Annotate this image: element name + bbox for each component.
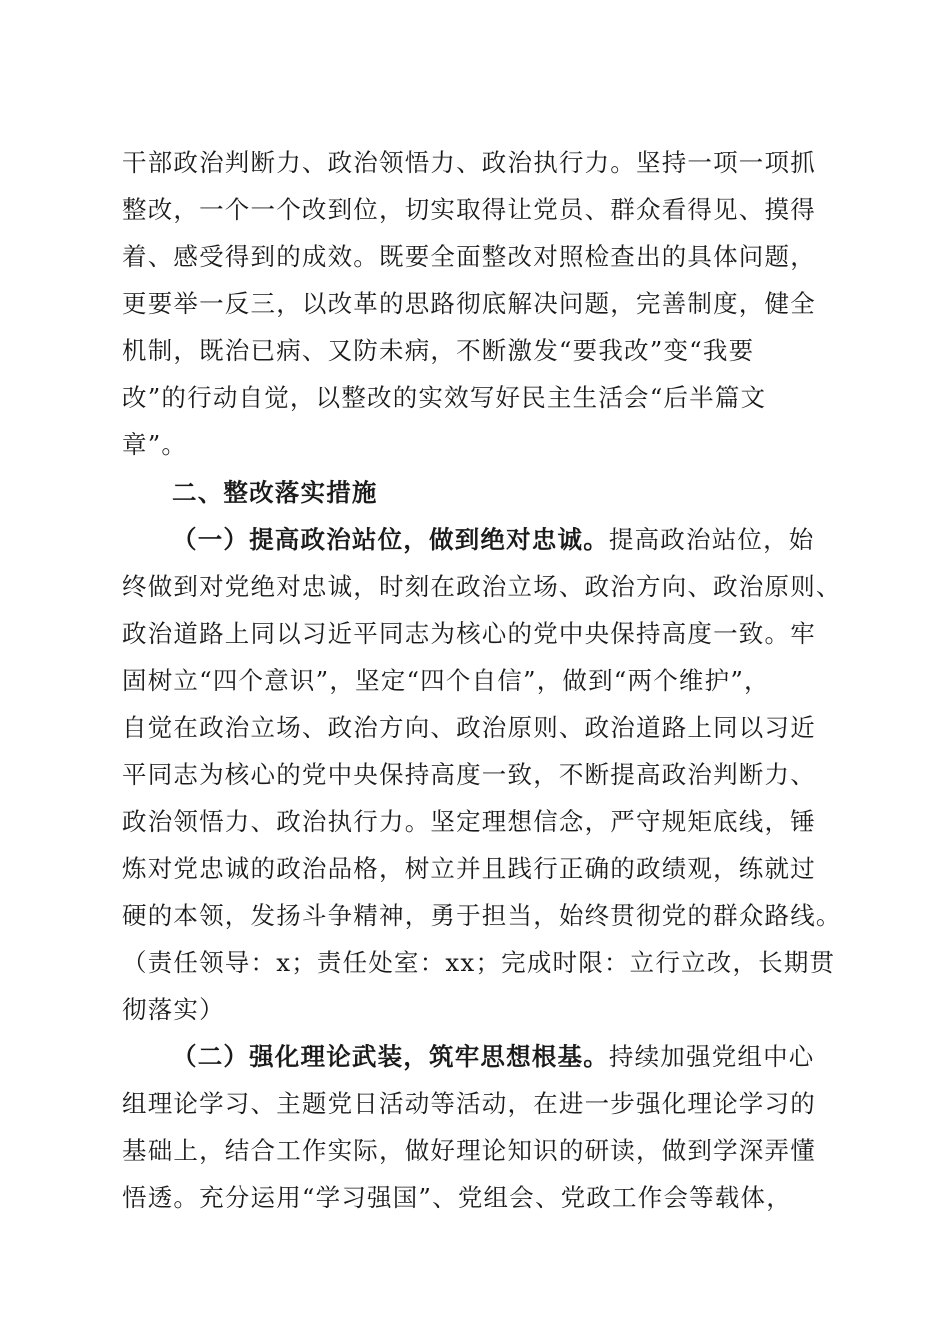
paragraph-line: 组理论学习、主题党日活动等活动，在进一步强化理论学习的 <box>122 1089 816 1118</box>
paragraph-line: 炼对党忠诚的政治品格，树立并且践行正确的政绩观，练就过 <box>122 854 816 883</box>
paragraph-line: 政治领悟力、政治执行力。坚定理想信念，严守规矩底线，锤 <box>122 807 816 836</box>
paragraph-line: 章”。 <box>122 430 188 459</box>
paragraph-line: 改”的行动自觉，以整改的实效写好民主生活会“后半篇文 <box>122 383 767 412</box>
paragraph-line: 机制，既治已病、又防未病，不断激发“要我改”变“我要 <box>122 336 755 365</box>
paragraph-line: 着、感受得到的成效。既要全面整改对照检查出的具体问题， <box>122 242 816 271</box>
paragraph-line: 更要举一反三，以改革的思路彻底解决问题，完善制度，健全 <box>122 289 816 318</box>
paragraph-line: 悟透。充分运用“学习强国”、党组会、党政工作会等载体， <box>122 1183 792 1212</box>
paragraph-line: 彻落实） <box>122 995 225 1024</box>
paragraph-line: 终做到对党绝对忠诚，时刻在政治立场、政治方向、政治原则、 <box>122 572 842 601</box>
item-title: （二）强化理论武装，筑牢思想根基。 <box>172 1042 609 1071</box>
item-first-line-text: 提高政治站位，始 <box>608 525 815 554</box>
paragraph-line: 整改，一个一个改到位，切实取得让党员、群众看得见、摸得 <box>122 195 816 224</box>
item-first-line <box>172 516 892 564</box>
paragraph-line: 自觉在政治立场、政治方向、政治原则、政治道路上同以习近 <box>122 713 816 742</box>
paragraph-line: 基础上，结合工作实际，做好理论知识的研读，做到学深弄懂 <box>122 1136 816 1165</box>
item-title: （一）提高政治站位，做到绝对忠诚。 <box>172 525 609 554</box>
item-first-line-text: 持续加强党组中心 <box>608 1042 815 1071</box>
paragraph-line: 干部政治判断力、政治领悟力、政治执行力。坚持一项一项抓 <box>122 148 816 177</box>
item-first-line <box>172 1033 892 1081</box>
paragraph-line: 固树立“四个意识”，坚定“四个自信”，做到“两个维护”， <box>122 666 770 695</box>
paragraph-line: 平同志为核心的党中央保持高度一致，不断提高政治判断力、 <box>122 760 816 789</box>
paragraph-line: 硬的本领，发扬斗争精神，勇于担当，始终贯彻党的群众路线。 <box>122 901 842 930</box>
paragraph-line: 政治道路上同以习近平同志为核心的党中央保持高度一致。牢 <box>122 619 816 648</box>
paragraph-line: （责任领导：x；责任处室：xx；完成时限：立行立改，长期贯 <box>122 948 836 977</box>
section-heading: 二、整改落实措施 <box>172 478 378 507</box>
